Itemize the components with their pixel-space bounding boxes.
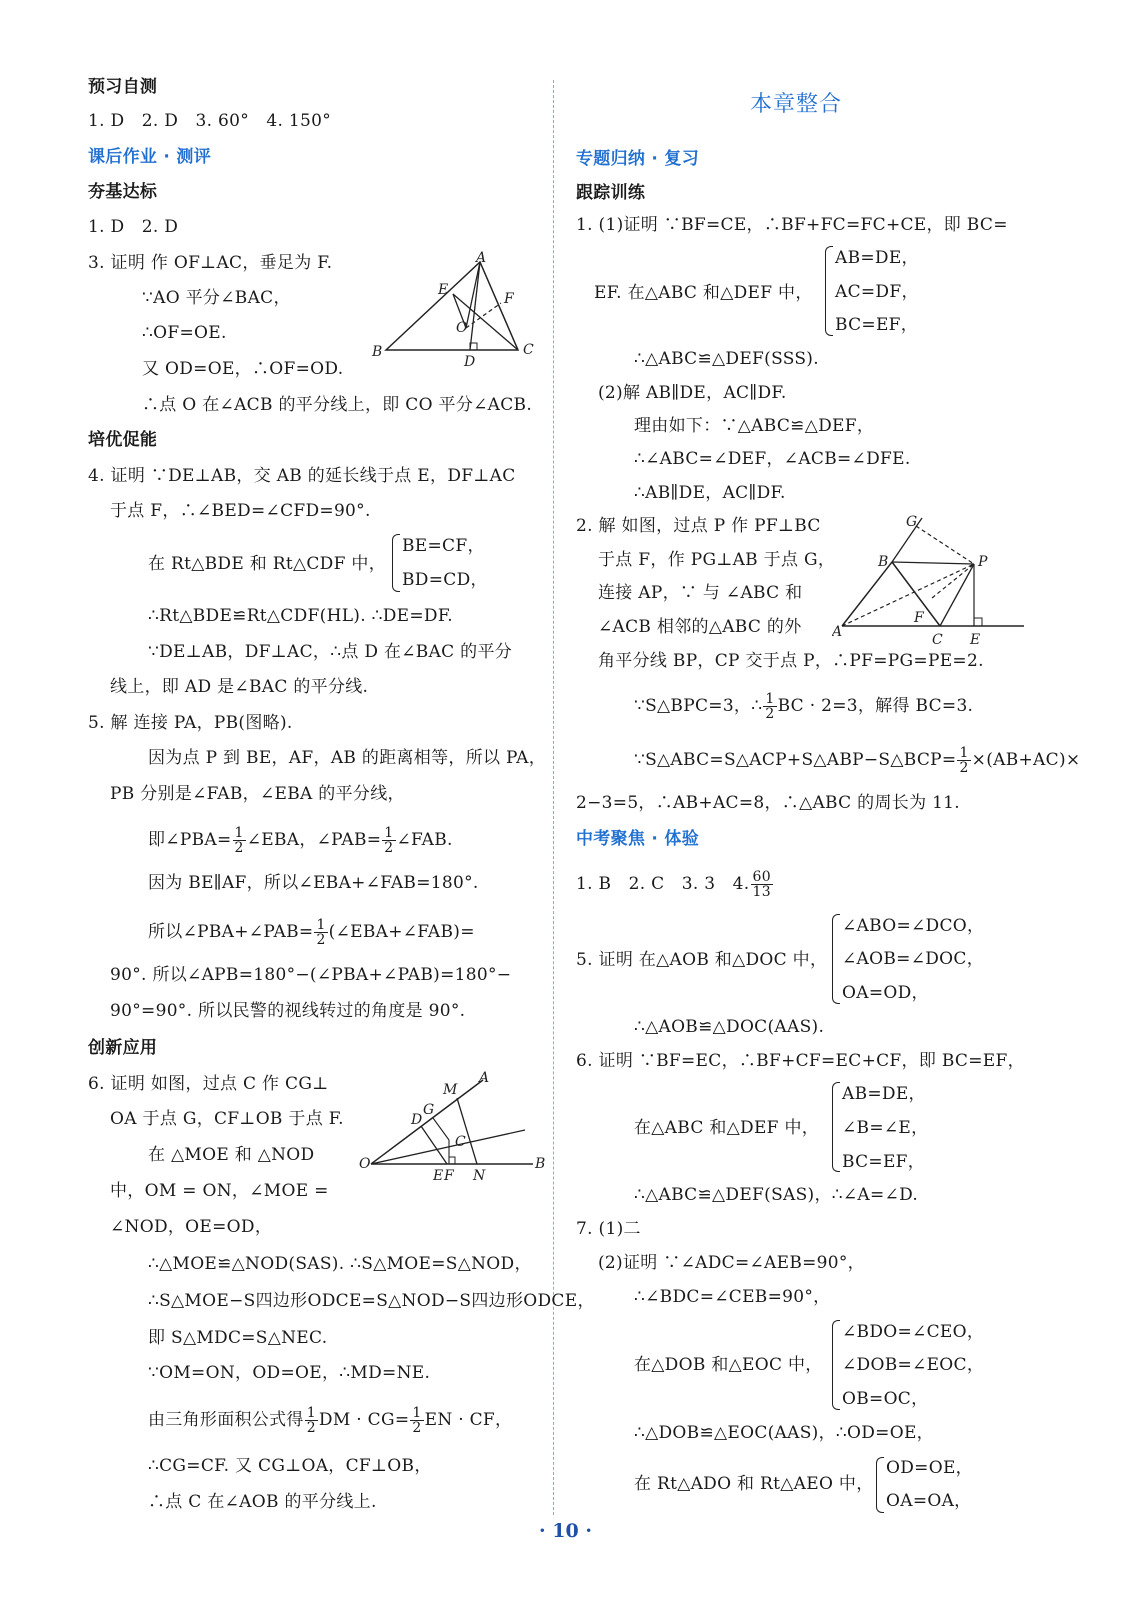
q4-line: ∴Rt△BDE≌Rt△CDF(HL). ∴DE=DF. <box>148 606 454 626</box>
fig2-label: N <box>473 1168 486 1184</box>
zhongkao-answers: 1. B 2. C 3. 3 4. $\frac{60}{13}$ <box>576 869 771 900</box>
q6-line: 中，OM = ON，∠MOE = <box>110 1181 329 1201</box>
fig1-label: F <box>504 291 514 307</box>
q6-line: ∴S△MOE−S四边形ODCE=S△NOD−S四边形ODCE， <box>148 1291 595 1311</box>
fig1-label: O <box>456 320 468 336</box>
q6-line: 6. 证明 如图，过点 C 作 CG⊥ <box>88 1074 329 1094</box>
q1-line: ∴∠ABC=∠DEF，∠ACB=∠DFE. <box>634 449 911 469</box>
r-q7-condition: ∠DOB=∠EOC， <box>842 1355 985 1375</box>
fig2-label: O <box>359 1156 371 1172</box>
fig3-label: G <box>906 514 918 530</box>
fig2-label: G <box>423 1102 435 1118</box>
q1-line: (2)解 AB∥DE，AC∥DF. <box>598 383 787 403</box>
brace <box>832 1082 840 1172</box>
brace <box>832 1320 840 1410</box>
page-number: · 10 · <box>539 1520 592 1542</box>
r-q6-condition: ∠B=∠E， <box>842 1118 929 1138</box>
r-q7-condition: OB=OC， <box>842 1389 929 1409</box>
q6-line: 由三角形面积公式得 $\frac{1}{2}$ DM · CG= $\frac{1}{2}$ EN · CF， <box>148 1405 513 1436</box>
q1-condition: AC=DF， <box>835 282 919 302</box>
q4-condition: BD=CD， <box>402 570 488 590</box>
r-q7-line: 7. (1)二 <box>576 1219 641 1239</box>
q6-line: ∴点 C 在∠AOB 的平分线上. <box>148 1492 377 1512</box>
fig1-label: B <box>372 344 383 360</box>
q6-line: ∴CG=CF. 又 CG⊥OA，CF⊥OB， <box>148 1456 432 1476</box>
section-heading-peiyou: 培优促能 <box>88 430 158 450</box>
r-q7-line: 在△DOB 和△EOC 中， <box>634 1355 823 1375</box>
r-q6-condition: BC=EF， <box>842 1152 926 1172</box>
section-heading-hangji: 夯基达标 <box>88 182 158 202</box>
section-heading-genzong: 跟踪训练 <box>576 183 646 203</box>
q2-line: ∠ACB 相邻的△ABC 的外 <box>598 617 802 637</box>
q2-line: 2−3=5，∴AB+AC=8，∴△ABC 的周长为 11. <box>576 793 961 813</box>
brace <box>832 914 840 1004</box>
fig2-label: A <box>479 1070 490 1086</box>
r-q7-condition: OD=OE， <box>886 1458 973 1478</box>
fig1-label: D <box>464 354 476 370</box>
section-heading-zhongkao: 中考聚焦 · 体验 <box>576 829 699 849</box>
q4-line: 4. 证明 ∵DE⊥AB，交 AB 的延长线于点 E，DF⊥AC <box>88 466 516 486</box>
brace <box>876 1457 884 1513</box>
q2-line: 2. 解 如图，过点 P 作 PF⊥BC <box>576 516 821 536</box>
fraction-half: $\frac{1}{2}$ <box>384 825 394 856</box>
q3-line: ∵AO 平分∠BAC， <box>142 288 291 308</box>
figure-angle-aob <box>355 1068 550 1186</box>
q3-line: ∴点 O 在∠ACB 的平分线上，即 CO 平分∠ACB. <box>142 395 533 415</box>
q4-line: ∵DE⊥AB，DF⊥AC，∴点 D 在∠BAC 的平分 <box>148 642 513 662</box>
fig2-label: E <box>433 1168 444 1184</box>
q5-line: 即∠PBA= $\frac{1}{2}$ ∠EBA，∠PAB= $\frac{1}{2}$ ∠FAB. <box>148 825 453 856</box>
fig3-label: C <box>932 632 943 648</box>
q1-line: 1. (1)证明 ∵BF=CE，∴BF+FC=FC+CE，即 BC= <box>576 215 1008 235</box>
q2-line: 连接 AP，∵ 与 ∠ABC 和 <box>598 583 803 603</box>
r-q7-line: 在 Rt△ADO 和 Rt△AEO 中， <box>634 1474 874 1494</box>
fig3-label: B <box>878 554 889 570</box>
r-q6-line: 6. 证明 ∵BF=EC，∴BF+CF=EC+CF，即 BC=EF， <box>576 1051 1025 1071</box>
fig2-label: B <box>535 1156 546 1172</box>
r-q6-line: 在△ABC 和△DEF 中， <box>634 1118 820 1138</box>
yuxi-answers: 1. D 2. D 3. 60° 4. 150° <box>88 111 332 131</box>
figure-triangle-abc-1 <box>368 248 548 370</box>
q1-condition: BC=EF， <box>835 315 919 335</box>
brace <box>392 534 400 592</box>
q6-line: ∵OM=ON，OD=OE，∴MD=NE. <box>148 1363 431 1383</box>
fraction-half: $\frac{1}{2}$ <box>316 917 326 948</box>
r-q6-condition: AB=DE， <box>842 1084 926 1104</box>
q4-line: 于点 F，∴∠BED=∠CFD=90°. <box>110 501 371 521</box>
q1-line: ∴AB∥DE，AC∥DF. <box>634 483 786 503</box>
q6-line: 在 △MOE 和 △NOD <box>148 1145 315 1165</box>
section-heading-yuxi: 预习自测 <box>88 77 158 97</box>
hangji-answers: 1. D 2. D <box>88 217 179 237</box>
fraction-half: $\frac{1}{2}$ <box>234 825 244 856</box>
fig3-label: A <box>832 624 843 640</box>
fraction-60-13: $\frac{60}{13}$ <box>752 869 771 900</box>
r-q5-line: ∴△AOB≌△DOC(AAS). <box>634 1017 825 1037</box>
q2-line: ∵S△BPC=3，∴ $\frac{1}{2}$ BC · 2=3，解得 BC=3. <box>634 691 974 722</box>
q5-line: 所以∠PBA+∠PAB= $\frac{1}{2}$ (∠EBA+∠FAB)= <box>148 917 475 948</box>
q2-line: 于点 F，作 PG⊥AB 于点 G， <box>598 550 836 570</box>
fraction-half: $\frac{1}{2}$ <box>765 691 775 722</box>
r-q5-condition: OA=OD， <box>842 983 929 1003</box>
q6-line: ∠NOD，OE=OD， <box>110 1217 273 1237</box>
fig1-label: A <box>476 250 487 266</box>
fig2-label: C <box>455 1134 466 1150</box>
fraction-half: $\frac{1}{2}$ <box>412 1405 422 1436</box>
section-heading-kehou: 课后作业 · 测评 <box>88 147 211 167</box>
q1-line: 理由如下：∵△ABC≌△DEF， <box>634 416 875 436</box>
q1-line: EF. 在△ABC 和△DEF 中， <box>594 283 813 303</box>
fig1-label: E <box>438 282 449 298</box>
r-q5-condition: ∠ABO=∠DCO， <box>842 916 985 936</box>
r-q6-line: ∴△ABC≌△DEF(SAS)，∴∠A=∠D. <box>634 1185 919 1205</box>
r-q7-line: ∴∠BDC=∠CEB=90°， <box>634 1287 831 1307</box>
fig1-label: C <box>523 342 534 358</box>
q6-line: ∴△MOE≌△NOD(SAS). ∴S△MOE=S△NOD， <box>148 1254 532 1274</box>
q1-line: ∴△ABC≌△DEF(SSS). <box>634 349 819 369</box>
fig3-label: E <box>970 632 981 648</box>
q5-line: 因为 BE∥AF，所以∠EBA+∠FAB=180°. <box>148 873 479 893</box>
q4-line: 在 Rt△BDE 和 Rt△CDF 中， <box>148 554 386 574</box>
q2-line: ∵S△ABC=S△ACP+S△ABP−S△BCP= $\frac{1}{2}$ ×(AB+AC)× <box>634 745 1081 776</box>
fig3-label: F <box>914 610 924 626</box>
right-column <box>560 0 1131 1600</box>
fig2-label: F <box>444 1168 454 1184</box>
section-heading-zhuanti: 专题归纳 · 复习 <box>576 149 699 169</box>
q5-line: 因为点 P 到 BE，AF，AB 的距离相等，所以 PA， <box>148 748 547 768</box>
q5-line: 90°. 所以∠APB=180°−(∠PBA+∠PAB)=180°− <box>110 965 512 985</box>
chapter-title: 本章整合 <box>750 92 843 117</box>
fraction-half: $\frac{1}{2}$ <box>959 745 969 776</box>
q6-line: 即 S△MDC=S△NEC. <box>148 1328 328 1348</box>
r-q5-line: 5. 证明 在△AOB 和△DOC 中， <box>576 950 828 970</box>
brace <box>825 246 833 336</box>
r-q7-line: (2)证明 ∵∠ADC=∠AEB=90°， <box>598 1253 865 1273</box>
q2-line: 角平分线 BP，CP 交于点 P，∴PF=PG=PE=2. <box>598 651 984 671</box>
q3-line: 3. 证明 作 OF⊥AC，垂足为 F. <box>88 253 333 273</box>
q5-line: 90°=90°. 所以民警的视线转过的角度是 90°. <box>110 1001 466 1021</box>
q4-condition: BE=CF， <box>402 536 485 556</box>
q3-line: 又 OD=OE，∴OF=OD. <box>142 359 344 379</box>
q5-line: PB 分别是∠FAB，∠EBA 的平分线， <box>110 784 405 804</box>
fig3-label: P <box>978 554 988 570</box>
figure-triangle-abc-2 <box>832 510 1027 650</box>
q6-line: OA 于点 G，CF⊥OB 于点 F. <box>110 1109 344 1129</box>
section-heading-chuangxin: 创新应用 <box>88 1038 158 1058</box>
q4-line: 线上，即 AD 是∠BAC 的平分线. <box>110 677 369 697</box>
q3-line: ∴OF=OE. <box>142 323 227 343</box>
q1-condition: AB=DE， <box>835 248 919 268</box>
fig2-label: D <box>411 1112 423 1128</box>
q5-line: 5. 解 连接 PA，PB(图略). <box>88 713 293 733</box>
r-q7-condition: OA=OA， <box>886 1491 972 1511</box>
fraction-half: $\frac{1}{2}$ <box>306 1405 316 1436</box>
r-q7-condition: ∠BDO=∠CEO， <box>842 1322 985 1342</box>
r-q5-condition: ∠AOB=∠DOC， <box>842 949 985 969</box>
fig2-label: M <box>443 1082 458 1098</box>
r-q7-line: ∴△DOB≌△EOC(AAS)，∴OD=OE， <box>634 1423 934 1443</box>
